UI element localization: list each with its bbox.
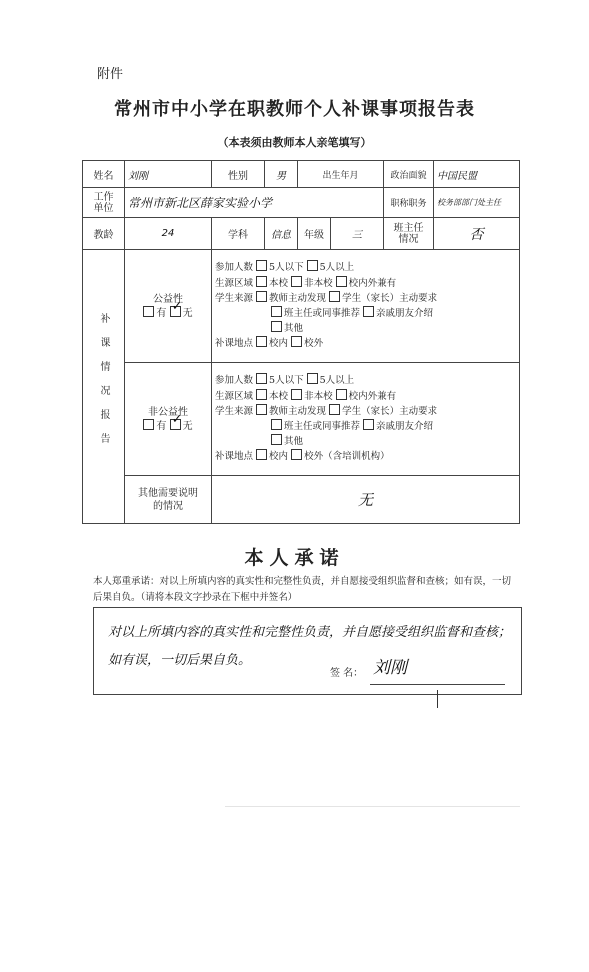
work-unit-label xyxy=(83,188,125,218)
public-count-opt1: 5人以下 xyxy=(269,262,304,274)
public-yes-label: 有 xyxy=(156,307,167,319)
gender-value[interactable]: 男 xyxy=(265,161,298,188)
nonpublic-count-opt1: 5人以下 xyxy=(269,375,304,387)
nonpublic-source-opt1: 教师主动发现 xyxy=(269,405,327,417)
nonpublic-area-opt3-checkbox[interactable] xyxy=(336,389,347,400)
signature-label: 签 名： xyxy=(330,668,364,679)
handwritten-promise-text: 对以上所填内容的真实性和完整性负责，并自愿接受组织监督和查核；如有误，一切后果自负。 xyxy=(108,625,512,668)
row-teaching xyxy=(83,218,520,250)
teach-age-value[interactable]: 24 xyxy=(125,218,212,250)
subject-label: 学科 xyxy=(212,218,265,250)
nonpublic-type-label: 非公益性 xyxy=(148,406,188,418)
other-notes-label-line1: 其他需要说明 xyxy=(138,487,198,499)
nonpublic-count-opt2: 5人以上 xyxy=(319,375,355,387)
public-source-opt1: 教师主动发现 xyxy=(269,292,327,304)
public-source-opt4: 亲戚朋友介绍 xyxy=(376,308,434,319)
public-source-opt3: 班主任或同事推荐 xyxy=(284,308,361,319)
public-type-label: 公益性 xyxy=(153,293,183,305)
public-place-label: 补课地点 xyxy=(215,338,254,350)
nonpublic-source-label: 学生来源 xyxy=(215,405,254,417)
public-area-opt2: 非本校 xyxy=(304,277,333,289)
public-area-opt1: 本校 xyxy=(269,277,289,289)
nonpublic-area-opt1: 本校 xyxy=(269,390,289,402)
head-teacher-label-line2: 情况 xyxy=(398,233,419,245)
nonpublic-place-opt2: 校外（含培训机构） xyxy=(304,451,390,463)
name-label: 姓名 xyxy=(83,161,125,188)
nonpublic-count-opt2-checkbox[interactable] xyxy=(307,373,318,384)
public-area-opt3-checkbox[interactable] xyxy=(336,276,347,287)
public-yes-checkbox[interactable] xyxy=(143,306,154,317)
public-area-opt1-checkbox[interactable] xyxy=(256,276,267,287)
head-teacher-label-line1: 班主任 xyxy=(393,222,424,234)
public-details xyxy=(212,250,520,363)
public-place-opt2-checkbox[interactable] xyxy=(291,336,302,347)
nonpublic-no-checkbox[interactable] xyxy=(170,419,181,430)
grade-value[interactable]: 三 xyxy=(331,218,384,250)
birth-label: 出生年月 xyxy=(298,161,384,188)
public-source-label: 学生来源 xyxy=(215,292,254,304)
nonpublic-source-opt2: 学生（家长）主动要求 xyxy=(342,405,438,417)
public-place-opt2: 校外 xyxy=(304,338,324,350)
nonpublic-area-opt2: 非本校 xyxy=(304,390,333,402)
public-no-checkbox[interactable] xyxy=(170,306,181,317)
nonpublic-place-opt1: 校内 xyxy=(269,451,289,463)
other-notes-label-line2: 的情况 xyxy=(153,500,183,512)
name-value[interactable]: 刘刚 xyxy=(125,161,212,188)
work-unit-value[interactable]: 常州市新北区薛家实验小学 xyxy=(125,188,384,218)
head-teacher-value[interactable]: 否 xyxy=(434,218,520,250)
public-count-label: 参加人数 xyxy=(215,262,254,274)
public-source-opt4-checkbox[interactable] xyxy=(363,306,374,317)
public-source-opt2: 学生（家长）主动要求 xyxy=(342,292,438,304)
gender-label: 性别 xyxy=(212,161,265,188)
public-source-opt5-checkbox[interactable] xyxy=(271,321,282,332)
work-unit-label-line2: 单位 xyxy=(93,202,114,214)
head-teacher-label xyxy=(384,218,434,250)
public-source-opt2-checkbox[interactable] xyxy=(329,291,340,302)
signature-line xyxy=(370,684,505,685)
nonpublic-place-opt1-checkbox[interactable] xyxy=(256,449,267,460)
attachment-label: 附件 xyxy=(97,67,124,82)
nonpublic-source-opt2-checkbox[interactable] xyxy=(329,404,340,415)
row-nonpublic-tutoring xyxy=(83,363,520,476)
political-label: 政治面貌 xyxy=(384,161,434,188)
nonpublic-source-opt5-checkbox[interactable] xyxy=(271,434,282,445)
form-title: 常州市中小学在职教师个人补课事项报告表 xyxy=(114,99,475,120)
political-value[interactable]: 中国民盟 xyxy=(434,161,520,188)
other-notes-label xyxy=(125,476,212,524)
nonpublic-source-opt4: 亲戚朋友介绍 xyxy=(376,421,434,432)
promise-text: 本人郑重承诺：对以上所填内容的真实性和完整性负责，并自愿接受组织监督和查核；如有误，一切后果自负。（请将本段文字抄录在下框中并签名） xyxy=(93,576,512,603)
nonpublic-source-opt5: 其他 xyxy=(284,436,304,448)
nonpublic-yes-checkbox[interactable] xyxy=(143,419,154,430)
public-count-opt2-checkbox[interactable] xyxy=(307,260,318,271)
work-unit-label-line1: 工作 xyxy=(93,191,114,203)
page-divider-line xyxy=(225,806,520,807)
public-source-opt3-checkbox[interactable] xyxy=(271,306,282,317)
grade-label: 年级 xyxy=(298,218,331,250)
duty-label: 职称职务 xyxy=(384,188,434,218)
public-source-opt1-checkbox[interactable] xyxy=(256,291,267,302)
nonpublic-source-opt1-checkbox[interactable] xyxy=(256,404,267,415)
public-area-label: 生源区域 xyxy=(215,277,254,289)
nonpublic-place-label: 补课地点 xyxy=(215,451,254,463)
nonpublic-place-opt2-checkbox[interactable] xyxy=(291,449,302,460)
nonpublic-no-label: 无 xyxy=(182,420,193,432)
public-count-opt2: 5人以上 xyxy=(319,262,355,274)
row-work-unit xyxy=(83,188,520,218)
nonpublic-area-opt2-checkbox[interactable] xyxy=(291,389,302,400)
row-public-tutoring xyxy=(83,250,520,363)
nonpublic-source-opt4-checkbox[interactable] xyxy=(363,419,374,430)
nonpublic-source-opt3: 班主任或同事推荐 xyxy=(284,421,361,432)
public-no-label: 无 xyxy=(182,307,193,319)
pen-stroke-mark xyxy=(437,690,438,708)
form-subtitle: （本表须由教师本人亲笔填写） xyxy=(217,136,372,149)
other-notes-value[interactable]: 无 xyxy=(212,476,520,524)
public-source-opt5: 其他 xyxy=(284,323,304,335)
promise-title: 本人承诺 xyxy=(244,547,345,569)
row-basic-info xyxy=(83,161,520,188)
nonpublic-area-label: 生源区域 xyxy=(215,390,254,402)
nonpublic-count-opt1-checkbox[interactable] xyxy=(256,373,267,384)
public-type-cell xyxy=(125,250,212,363)
nonpublic-source-opt3-checkbox[interactable] xyxy=(271,419,282,430)
nonpublic-area-opt1-checkbox[interactable] xyxy=(256,389,267,400)
public-place-opt1: 校内 xyxy=(269,338,289,350)
public-place-opt1-checkbox[interactable] xyxy=(256,336,267,347)
report-side-label: 补课情况报告 xyxy=(98,313,109,457)
row-other-notes xyxy=(83,476,520,524)
nonpublic-count-label: 参加人数 xyxy=(215,375,254,387)
subject-value[interactable]: 信息 xyxy=(265,218,298,250)
report-form-table xyxy=(82,160,520,524)
public-area-opt2-checkbox[interactable] xyxy=(291,276,302,287)
nonpublic-area-opt3: 校内外兼有 xyxy=(348,390,397,402)
nonpublic-details xyxy=(212,363,520,476)
public-count-opt1-checkbox[interactable] xyxy=(256,260,267,271)
nonpublic-yes-label: 有 xyxy=(156,420,167,432)
report-side-label-cell xyxy=(83,250,125,524)
signature-value[interactable]: 刘刚 xyxy=(373,658,407,678)
nonpublic-type-cell xyxy=(125,363,212,476)
public-area-opt3: 校内外兼有 xyxy=(348,277,397,289)
teach-age-label: 教龄 xyxy=(83,218,125,250)
duty-value[interactable]: 校务部部门处主任 xyxy=(434,188,520,218)
